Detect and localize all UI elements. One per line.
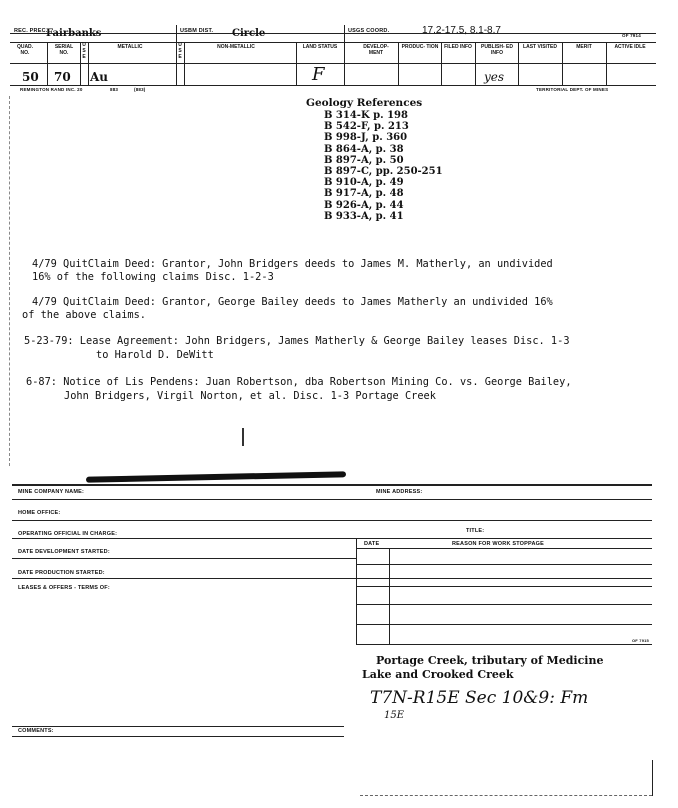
col-active-idle: ACTIVE IDLE	[614, 44, 646, 50]
usgs-coord-label: USGS COORD.	[348, 28, 390, 34]
usgs-coord-value: 17.2-17.5, 8.1-8.7	[422, 25, 501, 36]
metallic-value: Au	[90, 70, 109, 84]
geology-ref: B 897-C, pp. 250-251	[324, 166, 443, 178]
col-use2: U S E	[178, 42, 182, 60]
date-dev-started-label: DATE DEVELOPMENT STARTED:	[18, 549, 110, 555]
scan-smudge	[86, 471, 346, 482]
col-quad-no: QUAD. NO.	[16, 44, 34, 56]
land-status-value: F	[312, 64, 325, 85]
home-office-label: HOME OFFICE:	[18, 510, 61, 516]
title-label: TITLE:	[466, 528, 485, 534]
usbm-dist-label: USBM DIST.	[180, 28, 214, 34]
date-prod-started-label: DATE PRODUCTION STARTED:	[18, 570, 105, 576]
geology-ref: B 998-J, p. 360	[324, 132, 408, 144]
leases-offers-label: LEASES & OFFERS - TERMS OF:	[18, 585, 110, 591]
rec-prec-label: REC. PREC.	[14, 28, 48, 34]
col-non-metallic: NON-METALLIC	[217, 44, 255, 50]
geology-title: Geology References	[306, 97, 423, 109]
printer-code-1: 883	[110, 87, 119, 92]
col-merit: MERIT	[576, 44, 592, 50]
handwritten-note: 15E	[384, 710, 405, 721]
note-4-line-2: John Bridgers, Virgil Norton, et al. Disc. 1-3 Portage Creek	[64, 390, 436, 402]
geology-ref: B 864-A, p. 38	[324, 143, 404, 155]
location-line-1: Portage Creek, tributary of Medicine	[376, 654, 604, 667]
col-filed-info: FILED INFO	[444, 44, 472, 50]
geology-ref: B 926-A, p. 44	[324, 199, 404, 211]
note-1-line-2: 16% of the following claims Disc. 1-2-3	[32, 271, 274, 283]
corner-code: OF 7914	[622, 33, 641, 38]
geology-ref: B 542-F, p. 213	[324, 121, 409, 133]
department-label: TERRITORIAL DEPT. OF MINES	[536, 87, 609, 92]
usbm-dist-value: Circle	[232, 28, 266, 39]
reason-col-label: REASON FOR WORK STOPPAGE	[452, 541, 544, 547]
serial-no-value: 70	[54, 70, 71, 84]
note-1-line-1: 4/79 QuitClaim Deed: Grantor, John Bridgers deeds to James M. Matherly, an undivided	[32, 258, 553, 270]
rec-prec-value: Fairbanks	[46, 28, 102, 39]
note-2-line-2: of the above claims.	[22, 309, 146, 321]
note-2-line-1: 4/79 QuitClaim Deed: Grantor, George Bailey deeds to James Matherly an undivided 16%	[32, 296, 553, 308]
location-line-2: Lake and Crooked Creek	[362, 668, 514, 681]
printer-line: REMINGTON RAND INC. 20	[20, 87, 83, 92]
note-3-line-1: 5-23-79: Lease Agreement: John Bridgers, James Matherly & George Bailey leases Disc. 1-3	[24, 335, 570, 347]
small-code: OF 7915	[632, 638, 649, 643]
geology-ref: B 910-A, p. 49	[324, 177, 404, 189]
mine-address-label: MINE ADDRESS:	[376, 489, 423, 495]
quad-no-value: 50	[22, 70, 39, 84]
col-land-status: LAND STATUS	[302, 44, 338, 50]
published-info-value: yes	[484, 70, 505, 84]
col-production: PRODUC- TION	[401, 44, 439, 50]
col-development: DEVELOP- MENT	[363, 44, 389, 56]
handwritten-township: T7N-R15E Sec 10&9: Fm	[370, 688, 589, 708]
printer-code-2: (883)	[134, 87, 146, 92]
geology-ref: B 314-K p. 198	[324, 110, 408, 121]
geology-ref: B 933-A, p. 41	[324, 210, 404, 222]
col-serial-no: SERIAL NO.	[54, 44, 74, 56]
col-published-info: PUBLISH- ED INFO	[481, 44, 513, 56]
date-col-label: DATE	[364, 541, 380, 547]
col-use: U S E	[82, 42, 86, 60]
scan-mark	[242, 428, 244, 446]
col-metallic: METALLIC	[117, 44, 143, 50]
mine-company-label: MINE COMPANY NAME:	[18, 489, 85, 495]
note-3-line-2: to Harold D. DeWitt	[96, 349, 214, 361]
comments-label: COMMENTS:	[18, 728, 54, 734]
geology-ref-list	[324, 110, 443, 222]
geology-ref: B 897-A, p. 50	[324, 154, 404, 166]
operating-official-label: OPERATING OFFICIAL IN CHARGE:	[18, 531, 118, 537]
col-last-visited: LAST VISITED	[523, 44, 557, 50]
note-4-line-1: 6-87: Notice of Lis Pendens: Juan Robertson, dba Robertson Mining Co. vs. George Bailey,	[26, 376, 572, 388]
geology-ref: B 917-A, p. 48	[324, 188, 404, 200]
